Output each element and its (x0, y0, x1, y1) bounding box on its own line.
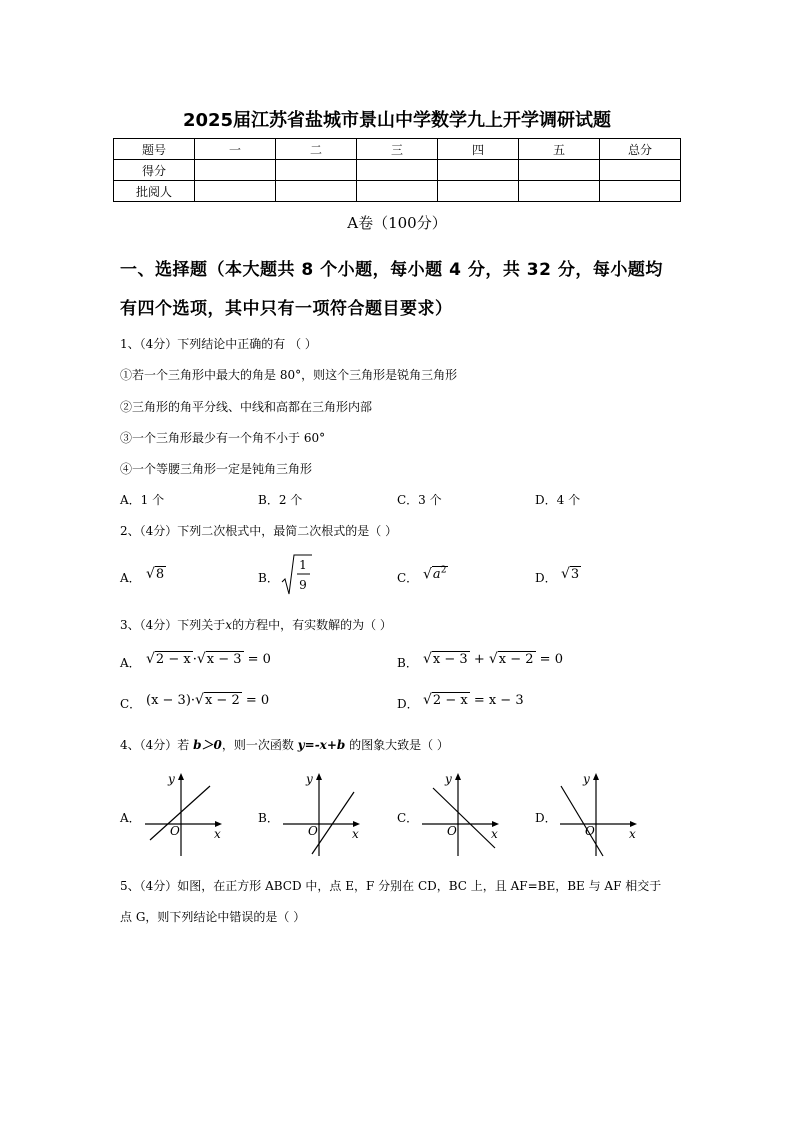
q3-stem-var: x (225, 618, 233, 632)
origin-label: O (170, 824, 180, 838)
radical-sign: √ (561, 566, 570, 582)
q4-stem-cond: b＞0 (193, 738, 222, 752)
q3-option-a-expr (146, 651, 271, 667)
q4-graph-c (419, 770, 503, 858)
q4-option-c-label: C． (397, 811, 419, 825)
q3-option-b-expr (423, 651, 563, 667)
q1-option-b: B．2 个 (258, 493, 303, 507)
radical-sign: √ (146, 566, 155, 582)
table-cell (438, 181, 519, 202)
q1-option-d: D．4 个 (535, 493, 581, 507)
table-cell (519, 160, 600, 181)
part1-heading-line1: 一、选择题（本大题共 8 个小题，每小题 4 分，共 32 分，每小题均 (120, 260, 663, 280)
table-cell (195, 181, 276, 202)
q3-option-b-label: B． (397, 656, 418, 670)
page-title: 2025届江苏省盐城市景山中学数学九上开学调研试题 (182, 110, 612, 131)
table-cell: 总分 (600, 139, 681, 160)
radicand: 2 − x (155, 652, 191, 667)
origin-label: O (308, 824, 318, 838)
table-cell (519, 181, 600, 202)
q1-option-a: A．1 个 (120, 493, 165, 507)
radicand: x − 3 (206, 652, 242, 667)
q4-stem-func: y=-x+b (297, 738, 346, 752)
equation-rhs: = 0 (535, 652, 563, 667)
table-cell: 一 (195, 139, 276, 160)
radical-sign: √ (146, 651, 155, 667)
part1-heading-line2: 有四个选项，其中只有一项符合题目要求） (120, 299, 453, 319)
q3-stem-pre: 3、（4分）下列关于 (120, 618, 226, 632)
table-cell: 四 (438, 139, 519, 160)
table-cell (276, 181, 357, 202)
q3-stem-post: 的方程中，有实数解的为（ ） (232, 618, 392, 632)
q5-stem-line1: 5、（4分）如图，在正方形 ABCD 中，点 E，F 分别在 CD，BC 上，且 AF=BE，BE 与 AF 相交于 (120, 879, 662, 893)
radicand-exponent: 2 (440, 566, 447, 576)
q4-option-d-label: D． (535, 811, 557, 825)
radicand: 2 − x (432, 693, 468, 708)
y-axis-arrow-icon (178, 773, 184, 780)
radicand: x − 3 (432, 652, 468, 667)
factor: (x − 3)· (146, 693, 196, 708)
q1-statement-4: ④一个等腰三角形一定是钝角三角形 (120, 462, 313, 476)
q5-stem-line2: 点 G，则下列结论中错误的是（ ） (120, 910, 306, 924)
plus-operator: + (469, 652, 489, 667)
y-axis-label: y (306, 772, 313, 786)
radical-sign: √ (195, 692, 204, 708)
q3-option-d-expr (423, 692, 524, 708)
q3-option-c-expr (146, 692, 269, 708)
table-cell: 五 (519, 139, 600, 160)
q1-statement-2: ②三角形的角平分线、中线和高都在三角形内部 (120, 400, 373, 414)
radicand: x − 2 (204, 693, 240, 708)
q4-graph-a (142, 770, 226, 858)
table-cell: 得分 (114, 160, 195, 181)
table-cell (438, 160, 519, 181)
q4-stem-post: 的图象大致是（ ） (345, 738, 449, 752)
q2-option-d-expr (561, 566, 581, 582)
radicand: x − 2 (498, 652, 534, 667)
q1-statement-1: ①若一个三角形中最大的角是 80°，则这个三角形是锐角三角形 (120, 368, 458, 382)
function-line (312, 792, 354, 854)
table-cell: 批阅人 (114, 181, 195, 202)
y-axis-arrow-icon (316, 773, 322, 780)
q3-option-c-label: C． (120, 697, 142, 711)
table-cell: 三 (357, 139, 438, 160)
q4-graph-d (557, 770, 641, 858)
fraction-denominator: 9 (299, 578, 307, 592)
q2-stem: 2、（4分）下列二次根式中，最简二次根式的是（ ） (120, 524, 398, 538)
score-table (113, 138, 681, 202)
x-axis-label: x (491, 827, 498, 841)
x-axis-label: x (352, 827, 359, 841)
table-row (114, 160, 681, 181)
table-cell (195, 160, 276, 181)
radical-sign: √ (423, 692, 432, 708)
radical-sign: √ (423, 566, 432, 583)
radicand: 3 (570, 567, 580, 582)
equation-rhs: = 0 (241, 693, 270, 708)
q4-stem-pre: 4、（4分）若 (120, 738, 194, 752)
q3-stem (120, 616, 392, 633)
table-cell (276, 160, 357, 181)
q2-option-a-label: A． (120, 571, 141, 585)
q2-option-c-expr (423, 566, 448, 582)
table-cell (357, 160, 438, 181)
q4-option-b-label: B． (258, 811, 279, 825)
q2-option-b-expr (280, 552, 314, 598)
function-line (150, 786, 210, 840)
radicand (432, 566, 449, 582)
table-row (114, 181, 681, 202)
q1-statement-3: ③一个三角形最少有一个角不小于 60° (120, 431, 326, 445)
table-row (114, 139, 681, 160)
table-cell: 二 (276, 139, 357, 160)
y-axis-label: y (445, 772, 452, 786)
q2-option-a-expr (146, 566, 166, 582)
table-cell (357, 181, 438, 202)
x-axis-label: x (629, 827, 636, 841)
q2-option-c-label: C． (397, 571, 419, 585)
y-axis-arrow-icon (455, 773, 461, 780)
q4-stem (120, 736, 449, 753)
q1-option-c: C．3 个 (397, 493, 442, 507)
section-a-heading: A卷（100分） (347, 214, 447, 232)
q4-graph-b (280, 770, 364, 858)
radical-sign: √ (423, 651, 432, 667)
y-axis-arrow-icon (593, 773, 599, 780)
radicand: 8 (155, 567, 165, 582)
x-axis-label: x (214, 827, 221, 841)
q1-stem: 1、（4分）下列结论中正确的有 （ ） (120, 337, 317, 351)
q4-option-a-label: A． (120, 811, 141, 825)
fraction-numerator: 1 (299, 558, 307, 572)
function-line (561, 786, 603, 856)
equation-rhs: = x − 3 (469, 693, 524, 708)
table-cell (600, 160, 681, 181)
table-cell (600, 181, 681, 202)
table-cell: 题号 (114, 139, 195, 160)
q2-option-d-label: D． (535, 571, 557, 585)
y-axis-label: y (583, 772, 590, 786)
radical-sign: √ (196, 651, 206, 667)
q4-stem-mid: ，则一次函数 (221, 738, 298, 752)
function-line (433, 788, 495, 848)
q2-option-b-label: B． (258, 571, 279, 585)
q3-option-a-label: A． (120, 656, 141, 670)
radicand-base: a (432, 567, 441, 583)
y-axis-label: y (168, 772, 175, 786)
equation-rhs: = 0 (243, 652, 271, 667)
q3-option-d-label: D． (397, 697, 419, 711)
origin-label: O (447, 824, 457, 838)
radical-sign: √ (488, 651, 498, 667)
dot-operator: · (192, 652, 197, 667)
origin-label: O (585, 824, 595, 838)
